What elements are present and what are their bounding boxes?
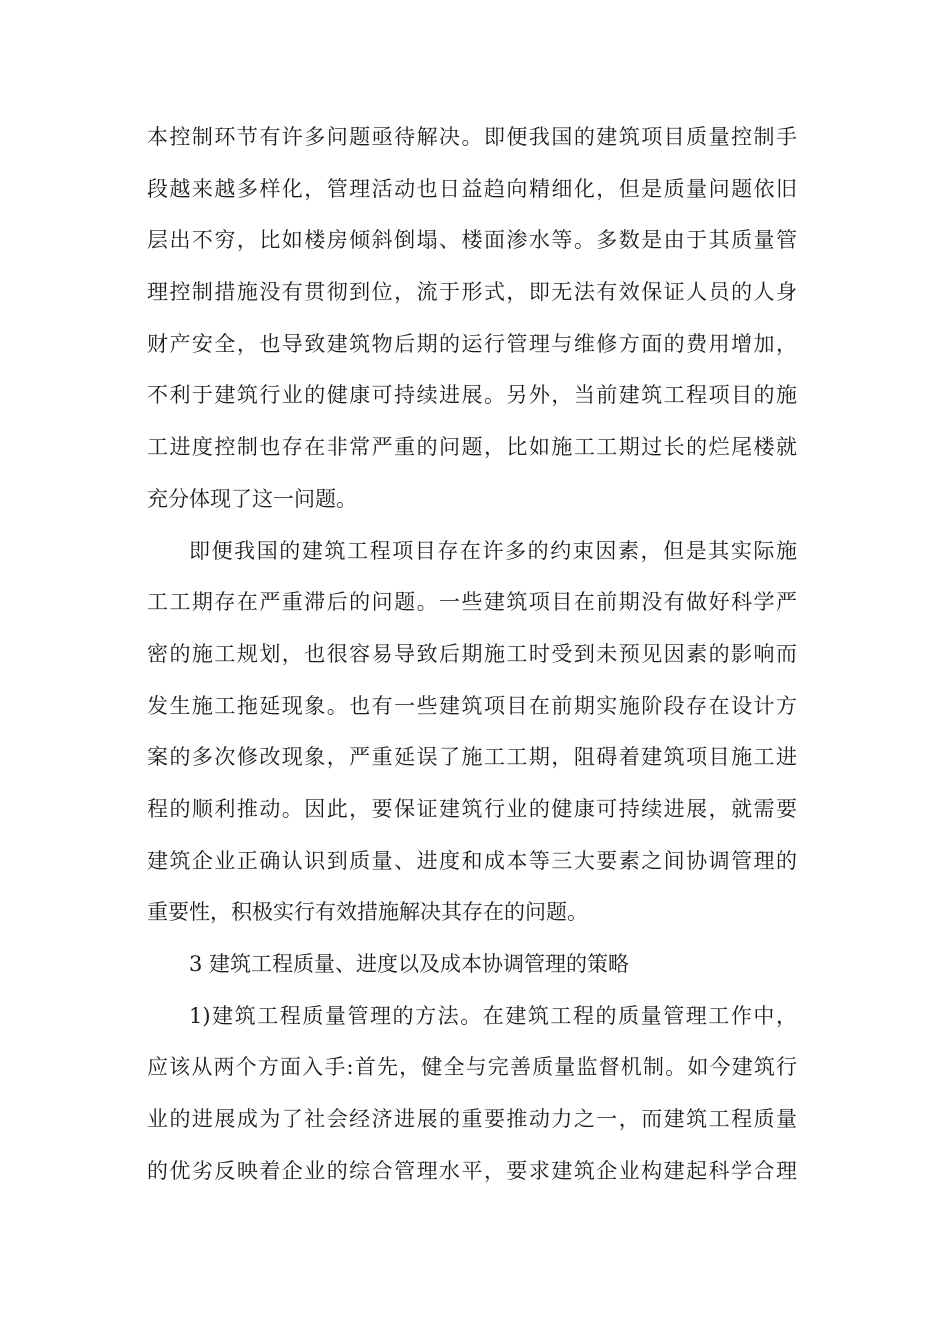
text-line: 工进度控制也存在非常严重的问题，比如施工工期过长的烂尾楼就	[147, 435, 797, 460]
text-line: 应该从两个方面入手:首先，健全与完善质量监督机制。如今建筑行	[147, 1055, 797, 1080]
text-line: 密的施工规划，也很容易导致后期施工时受到未预见因素的影响而	[147, 641, 797, 666]
text-line: 充分体现了这一问题。	[147, 486, 357, 511]
text-line: 的优劣反映着企业的综合管理水平，要求建筑企业构建起科学合理	[147, 1158, 797, 1183]
text-line: 即便我国的建筑工程项目存在许多的约束因素，但是其实际施	[189, 538, 797, 563]
text-line: 工工期存在严重滞后的问题。一些建筑项目在前期没有做好科学严	[147, 590, 797, 615]
text-line: 本控制环节有许多问题亟待解决。即便我国的建筑项目质量控制手	[147, 125, 797, 149]
text-line: 业的进展成为了社会经济进展的重要推动力之一，而建筑工程质量	[147, 1107, 797, 1132]
text-line: 建筑企业正确认识到质量、进度和成本等三大要素之间协调管理的	[147, 848, 797, 873]
text-line: 理控制措施没有贯彻到位，流于形式，即无法有效保证人员的人身	[147, 280, 797, 305]
text-line: 程的顺利推动。因此，要保证建筑行业的健康可持续进展，就需要	[147, 796, 797, 821]
document-page	[147, 112, 797, 1197]
text-line: 发生施工拖延现象。也有一些建筑项目在前期实施阶段存在设计方	[147, 693, 797, 718]
text-line: 1)建筑工程质量管理的方法。在建筑工程的质量管理工作中，	[189, 1003, 797, 1028]
text-line: 层出不穷，比如楼房倾斜倒塌、楼面渗水等。多数是由于其质量管	[147, 228, 797, 253]
text-line: 不利于建筑行业的健康可持续进展。另外，当前建筑工程项目的施	[147, 383, 797, 408]
text-line: 3 建筑工程质量、进度以及成本协调管理的策略	[189, 952, 630, 976]
text-line: 财产安全，也导致建筑物后期的运行管理与维修方面的费用增加，	[147, 331, 797, 356]
text-line: 段越来越多样化，管理活动也日益趋向精细化，但是质量问题依旧	[147, 176, 797, 201]
text-line: 案的多次修改现象，严重延误了施工工期，阻碍着建筑项目施工进	[147, 745, 797, 770]
text-line: 重要性，积极实行有效措施解决其存在的问题。	[147, 900, 588, 925]
